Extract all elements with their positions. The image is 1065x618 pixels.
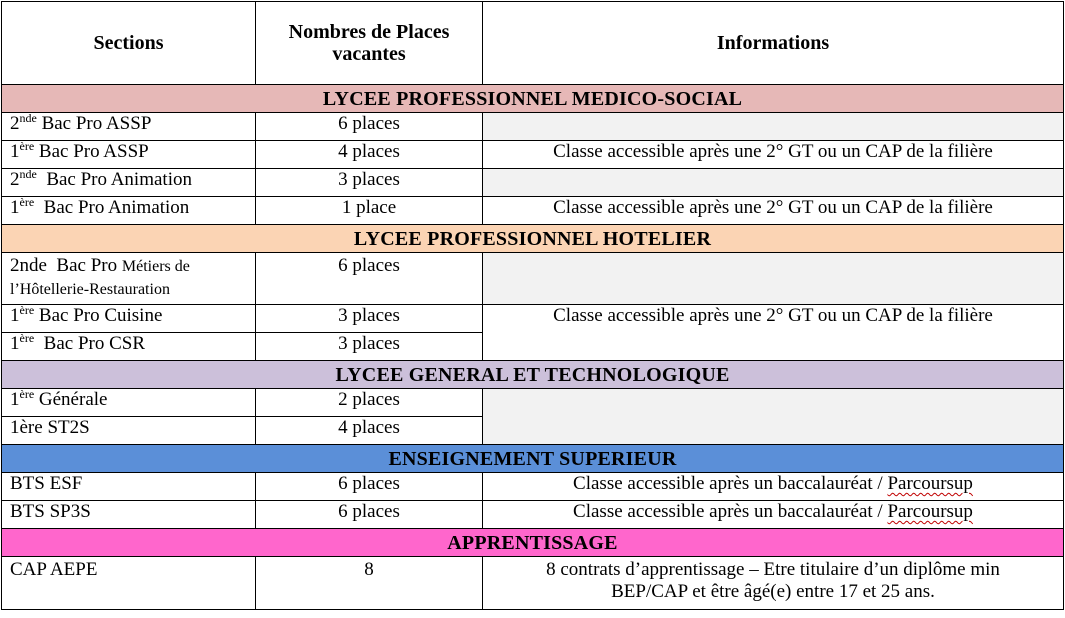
header-places-line1: Nombres de Places [288,21,450,43]
section-cell: BTS ESF [2,473,256,501]
places-cell: 3 places [256,305,483,333]
section-cell: 2nde Bac Pro ASSP [2,113,256,141]
section-title-apprentissage: APPRENTISSAGE [2,529,1064,557]
info-cell: Classe accessible après un baccalauréat / Parcoursup [483,501,1064,529]
places-cell: 6 places [256,501,483,529]
info-cell: Classe accessible après une 2° GT ou un CAP de la filière [483,141,1064,169]
places-cell: 2 places [256,389,483,417]
header-row [2,2,1064,85]
places-cell: 8 [256,557,483,610]
section-title-superieur: ENSEIGNEMENT SUPERIEUR [2,445,1064,473]
info-cell: Classe accessible après un baccalauréat / Parcoursup [483,473,1064,501]
places-cell: 4 places [256,141,483,169]
table-row [2,557,1064,610]
places-cell: 4 places [256,417,483,445]
table-row [2,305,1064,333]
section-cell: 2nde Bac Pro Métiers de l’Hôtellerie-Restauration [2,253,256,305]
section-cell: CAP AEPE [2,557,256,610]
section-title-general: LYCEE GENERAL ET TECHNOLOGIQUE [2,361,1064,389]
parcoursup-text: Parcoursup [887,501,973,522]
table-row [2,141,1064,169]
header-places [256,2,483,85]
section-cell: 1ère ST2S [2,417,256,445]
info-cell [483,113,1064,141]
places-table [1,1,1064,610]
info-cell [483,253,1064,305]
section-cell: 1ère Générale [2,389,256,417]
places-cell: 3 places [256,333,483,361]
info-line-2: BEP/CAP et être âgé(e) entre 17 et 25 ans. [611,581,935,602]
section-cell: 1ère Bac Pro ASSP [2,141,256,169]
header-sections: Sections [2,2,256,85]
section-cell: 1ère Bac Pro CSR [2,333,256,361]
places-cell: 1 place [256,197,483,225]
table-row [2,169,1064,197]
places-cell: 6 places [256,113,483,141]
table-row [2,473,1064,501]
table-row [2,197,1064,225]
header-places-line2: vacantes [332,43,406,65]
table-row [2,113,1064,141]
section-title-hotelier: LYCEE PROFESSIONNEL HOTELIER [2,225,1064,253]
table-row [2,389,1064,417]
info-line-1: 8 contrats d’apprentissage – Etre titulaire d’un diplôme min [546,559,1000,580]
places-cell: 6 places [256,253,483,305]
info-cell: Classe accessible après une 2° GT ou un CAP de la filière [483,197,1064,225]
section-cell: 2nde Bac Pro Animation [2,169,256,197]
table-row [2,253,1064,305]
header-informations: Informations [483,2,1064,85]
info-cell [483,389,1064,445]
parcoursup-text: Parcoursup [887,473,973,494]
section-cell: 1ère Bac Pro Cuisine [2,305,256,333]
places-cell: 6 places [256,473,483,501]
section-title-medico-social: LYCEE PROFESSIONNEL MEDICO-SOCIAL [2,85,1064,113]
places-cell: 3 places [256,169,483,197]
section-cell: 1ère Bac Pro Animation [2,197,256,225]
table-row [2,501,1064,529]
section-cell: BTS SP3S [2,501,256,529]
info-cell [483,169,1064,197]
info-cell: Classe accessible après une 2° GT ou un CAP de la filière [483,305,1064,361]
info-cell [483,557,1064,610]
